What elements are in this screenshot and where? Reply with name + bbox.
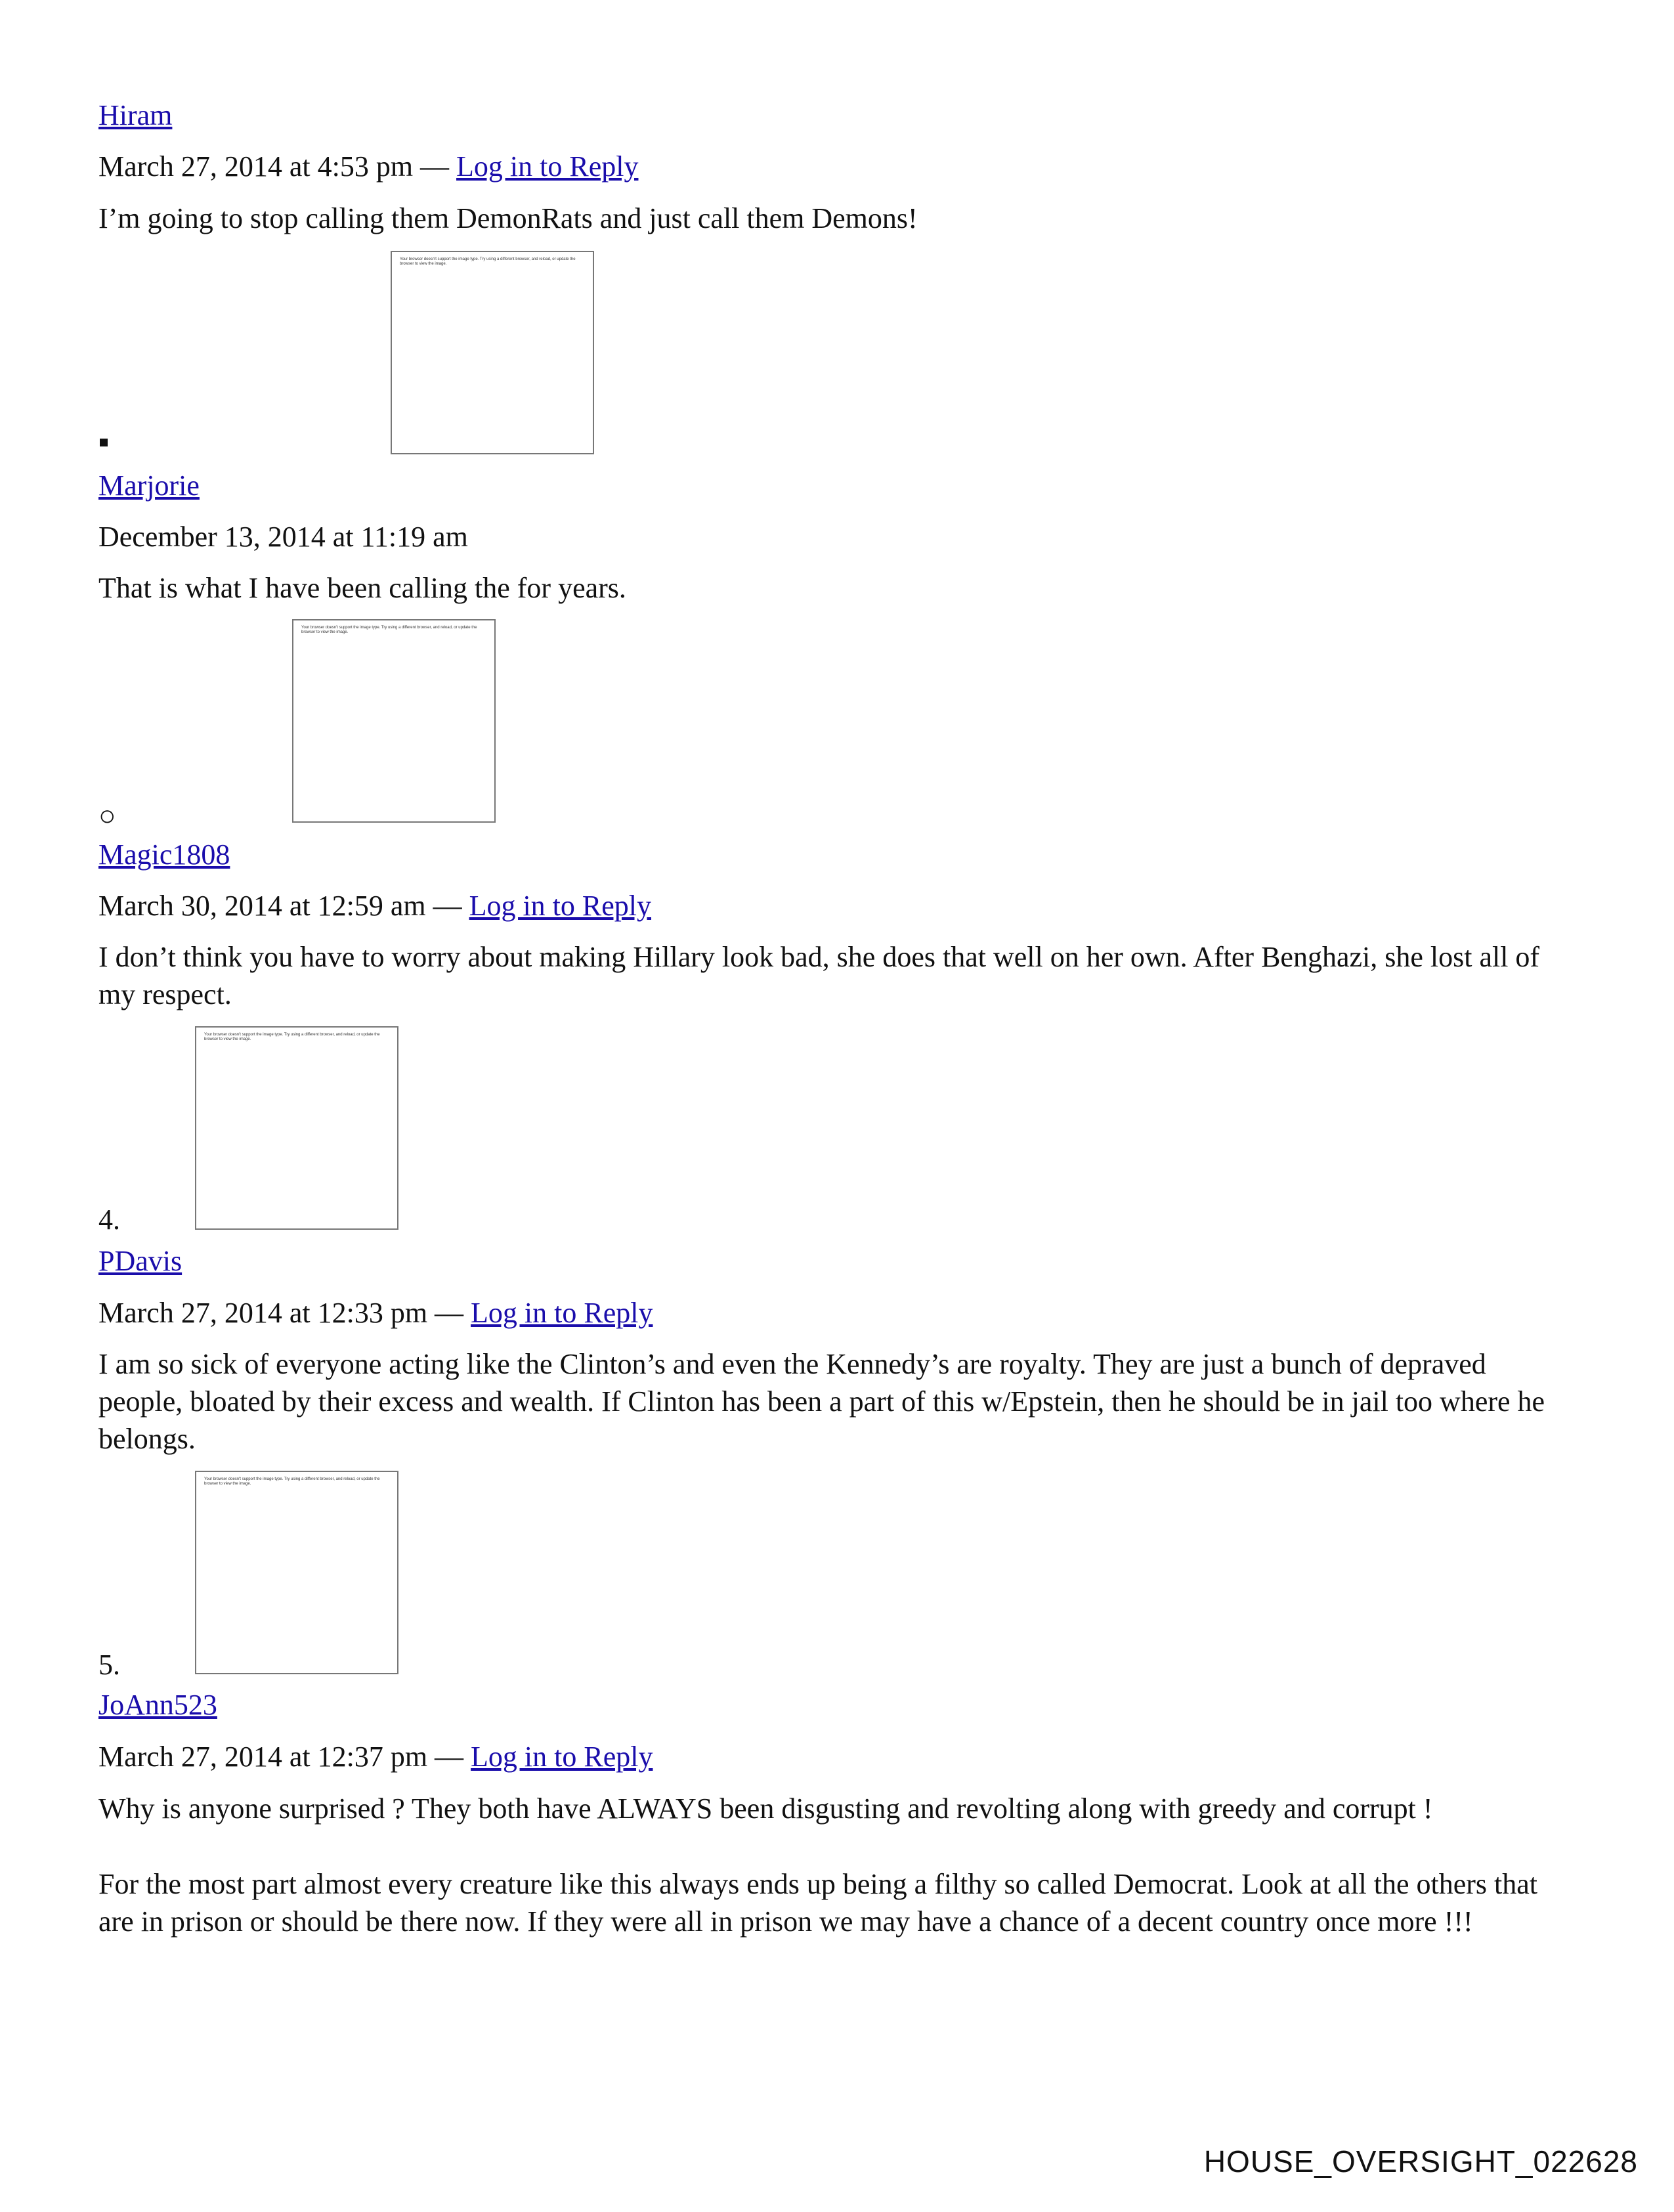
reply-link[interactable]: Log in to Reply: [471, 1741, 653, 1773]
avatar-alt-text: Your browser doesn't support the image type. Try using a different browser, and reload, or update the browser to view the image.: [400, 257, 576, 266]
square-bullet-icon: [100, 439, 108, 446]
avatar-alt-text: Your browser doesn't support the image type. Try using a different browser, and reload, or update the browser to view the image.: [301, 626, 477, 634]
list-number: 4.: [98, 1204, 120, 1236]
comment-author-link[interactable]: PDavis: [98, 1245, 182, 1277]
comment-text: I am so sick of everyone acting like the Clinton’s and even the Kennedy’s are royalty. They are just a bunch of depraved people, bloated by their excess and wealth. If Clinton has been a part of this w/Epstein, then he should be in jail too where he belongs.: [98, 1348, 1545, 1455]
avatar: [195, 1471, 398, 1674]
comment-text: Why is anyone surprised ? They both have ALWAYS been disgusting and revolting along with greedy and corrupt !: [98, 1792, 1433, 1825]
comment-author-link[interactable]: Hiram: [98, 99, 173, 131]
comment-date: December 13, 2014 at 11:19 am: [98, 521, 468, 553]
comment-author-link[interactable]: Magic1808: [98, 838, 230, 871]
comment-author-link[interactable]: JoAnn523: [98, 1689, 217, 1721]
reply-link[interactable]: Log in to Reply: [471, 1297, 653, 1329]
list-number: 5.: [98, 1649, 120, 1681]
comment-text: That is what I have been calling the for years.: [98, 572, 626, 604]
document-id-footer: HOUSE_OVERSIGHT_022628: [1203, 2144, 1638, 2179]
separator: —: [435, 1741, 464, 1773]
avatar: [292, 619, 496, 823]
comment-text: I don’t think you have to worry about making Hillary look bad, she does that well on her own. After Benghazi, she lost all of my respect.: [98, 941, 1540, 1010]
separator: —: [435, 1297, 464, 1329]
comment-date: March 27, 2014 at 12:33 pm: [98, 1297, 428, 1329]
comment-text-continued: For the most part almost every creature like this always ends up being a filthy so called Democrat. Look at all the others that are in prison or should be there now. If they were all in prison we may have a chance of a decent country once more !!!: [98, 1868, 1538, 1938]
comment-author-link[interactable]: Marjorie: [98, 469, 200, 502]
comment-date: March 30, 2014 at 12:59 am: [98, 890, 426, 922]
separator: —: [433, 890, 462, 922]
avatar-alt-text: Your browser doesn't support the image type. Try using a different browser, and reload, or update the browser to view the image.: [204, 1033, 380, 1041]
comment-meta: [98, 1739, 653, 1775]
list-marker: ○: [98, 800, 116, 832]
comment-date: March 27, 2014 at 12:37 pm: [98, 1741, 428, 1773]
comment-text: I’m going to stop calling them DemonRats and just call them Demons!: [98, 202, 918, 234]
comment-date: March 27, 2014 at 4:53 pm: [98, 150, 414, 183]
separator: —: [420, 150, 450, 183]
avatar-alt-text: Your browser doesn't support the image type. Try using a different browser, and reload, or update the browser to view the image.: [204, 1477, 380, 1486]
comment-meta: [98, 148, 638, 185]
comment-meta: [98, 888, 651, 924]
comment-meta: [98, 1295, 653, 1332]
avatar: [195, 1026, 398, 1230]
reply-link[interactable]: Log in to Reply: [469, 890, 652, 922]
avatar: [391, 251, 594, 454]
reply-link[interactable]: Log in to Reply: [456, 150, 639, 183]
